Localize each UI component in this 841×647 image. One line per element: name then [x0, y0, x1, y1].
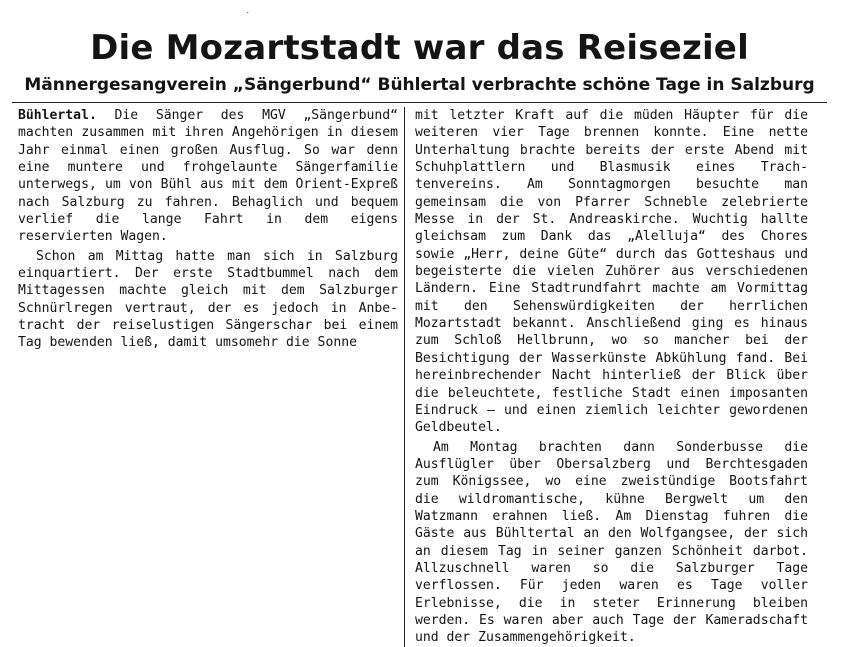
subheadline: Männergesangverein „Sängerbund“ Bühlertal verbrachte schöne Tage in Salzburg: [24, 75, 815, 95]
headline: Die Mozartstadt war das Reiseziel: [90, 28, 749, 68]
left-paragraph-1-text: Die Sänger des MGV „Sängerbund“ machten zusammen mit ihren Angehörigen in diesem Jahr einmal einen großen Ausflug. So war denn eine muntere und frohgelaunte Sängerfamilie unterwegs, um von Bühl aus mit dem Orient-Expreß nach Salzburg zu fahren. Behaglich und bequem verlief die lange Fahrt in dem eigens reservierten Wagen.: [18, 108, 398, 245]
header-rule: [12, 102, 827, 103]
right-paragraph-2: Am Montag brachten dann Sonderbusse die Ausflügler über Obersalzberg und Berchtesgaden zum Königssee, wo eine zweistündige Bootsfahrt die wildromantische, kühne Bergwelt um den Watzmann erahnen ließ. Am Dienstag fuhren die Gäste aus Bühltertal an den Wolfgangsee, der sich an diesem Tag in seiner ganzen Schönheit darbot. Allzuschnell waren so die Salzburger Tage verflossen. Für jeden waren es Tage voller Erlebnisse, die in steter Erinnerung bleiben werden. Es waren aber auch Tage der Kameradschaft und der Zusammengehörigkeit.: [415, 439, 808, 646]
left-paragraph-1: [18, 107, 398, 246]
right-column: [404, 107, 812, 647]
dateline: Bühlertal.: [18, 108, 97, 123]
ink-speck: ⋅: [246, 8, 250, 19]
right-paragraph-1: mit letzter Kraft auf die müden Häupter für die weiteren vier Tage brennen konnte. Eine nette Unterhaltung brachte bereits der erste Abend mit Schuhplattlern und Blasmusik eines Trachtenvereins. Am Sonntagmorgen besuchte man gemeinsam die von Pfarrer Schneble zelebrierte Messe in der St. Andreaskirche. Wuchtig hallte gleichsam zum Dank das „Alelluja“ des Chores sowie „Herr, deine Güte“ durch das Gotteshaus und begeisterte die vielen Zuhörer aus verschiedenen Ländern. Eine Stadtrundfahrt machte am Vormittag mit den Sehenswürdigkeiten der herrlichen Mozartstadt bekannt. Anschließend ging es hinaus zum Schloß Hellbrunn, wo so mancher bei der Besichtigung der Wasserkünste Abkühlung fand. Bei hereinbrechender Nacht hinterließ der Blick über die beleuchtete, festliche Stadt einen imposanten Eindruck — und einen ziemlich leichter gewordenen Geldbeutel.: [415, 108, 808, 436]
left-paragraph-2: Schon am Mittag hatte man sich in Salzburg einquartiert. Der erste Stadtbummel nach dem Mittagessen machte gleich mit dem Salzburger Schnürlregen vertraut, der es jedoch in Anbetracht der reiselustigen Sängerschar bei einem Tag bewenden ließ, damit umsomehr die Sonne: [18, 248, 398, 351]
article-body: [12, 107, 827, 647]
left-column: [12, 107, 404, 352]
